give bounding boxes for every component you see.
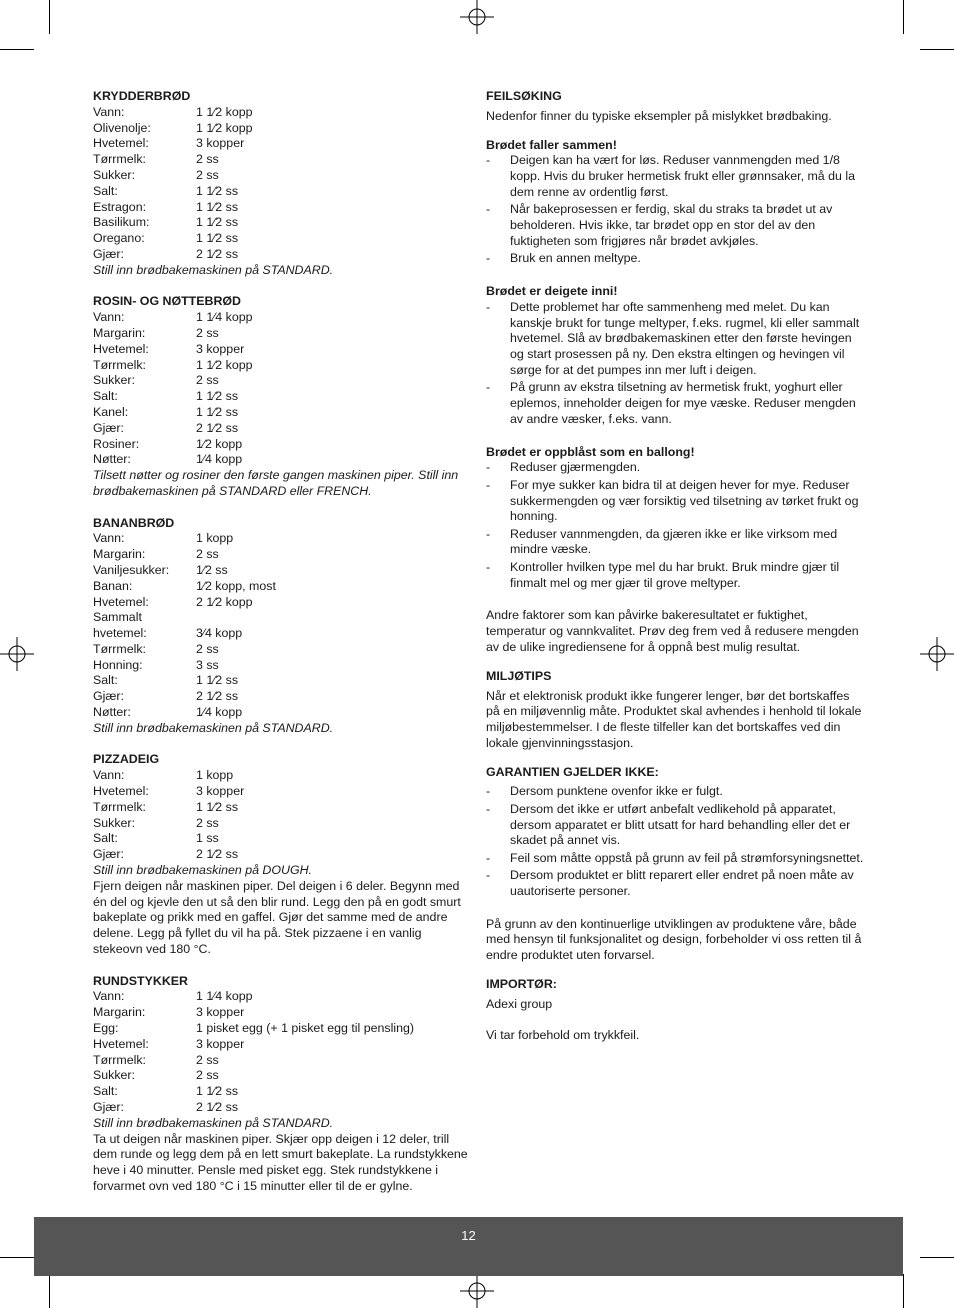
ingredient-name: Banan:: [93, 578, 133, 593]
bullet-dash: -: [486, 850, 491, 865]
bullet-item: [486, 460, 864, 476]
problem-block: [486, 445, 864, 592]
ingredient-amount: 1 1⁄2 ss: [196, 673, 239, 688]
ingredient-row: [93, 168, 471, 184]
ingredient-name: Sukker:: [93, 373, 136, 388]
ingredient-row: [93, 531, 471, 547]
ingredient-name: Margarin:: [93, 547, 146, 562]
ingredient-amount: 1 kopp: [196, 768, 234, 783]
ingredient-row: [93, 1084, 471, 1100]
ingredient-name: Salt:: [93, 673, 118, 688]
bullet-dash: -: [486, 784, 491, 799]
ingredient-name: Salt:: [93, 183, 118, 198]
page-number: 12: [461, 1228, 476, 1243]
ingredient-name: Olivenolje:: [93, 120, 151, 135]
ingredient-row: [93, 200, 471, 216]
ingredient-name: Vann:: [93, 768, 125, 783]
importer-heading: IMPORTØR:: [486, 976, 557, 991]
ingredient-name: Gjær:: [93, 420, 124, 435]
ingredient-amount: 1 1⁄2 ss: [196, 231, 239, 246]
bullet-text: Deigen kan ha vært for løs. Reduser vannmengden med 1/8 kopp. Hvis du bruker hermetisk frukt eller grønnsaker, må du la dem renne av ordentlig først.: [510, 153, 856, 199]
bullet-dash: -: [486, 526, 491, 541]
ingredient-amount: 1 1⁄2 ss: [196, 404, 239, 419]
bullet-text: Dersom produktet er blitt reparert eller endret på noen måte av uautoriserte personer.: [510, 867, 854, 898]
ingredient-row: [93, 184, 471, 200]
ingredient-row: [93, 152, 471, 168]
ingredient-name: Hvetemel:: [93, 1036, 149, 1051]
problem-block: [486, 284, 864, 428]
bullet-item: [486, 868, 864, 900]
ingredient-name: Honning:: [93, 657, 143, 672]
ingredient-name: Sammalt: [93, 610, 142, 625]
bullet-dash: -: [486, 299, 491, 314]
bullet-dash: -: [486, 202, 491, 217]
ingredient-row: [93, 816, 471, 832]
warranty-list: [486, 784, 864, 899]
ingredient-amount: 1 1⁄4 kopp: [196, 310, 253, 325]
ingredient-row: [93, 563, 471, 579]
bullet-item: [486, 527, 864, 559]
ingredient-name: Hvetemel:: [93, 594, 149, 609]
ingredient-name: Estragon:: [93, 199, 147, 214]
ingredient-amount: 1 1⁄2 ss: [196, 799, 239, 814]
ingredient-name: Rosiner:: [93, 436, 140, 451]
bullet-text: Bruk en annen meltype.: [510, 251, 641, 266]
bullet-dash: -: [486, 251, 491, 266]
ingredient-row: [93, 1053, 471, 1069]
environment-heading: MILJØTIPS: [486, 668, 552, 683]
bullet-dash: -: [486, 801, 491, 816]
bullet-item: [486, 851, 864, 867]
ingredient-row: [93, 642, 471, 658]
ingredient-amount: 2 ss: [196, 325, 219, 340]
ingredient-amount: 1⁄4 kopp: [196, 705, 243, 720]
ingredient-name: Vaniljesukker:: [93, 562, 170, 577]
bullet-text: For mye sukker kan bidra til at deigen hever for mye. Reduser sukkermengden og vær forsiktig ved tilsetning av tørket frukt og honning.: [510, 477, 859, 524]
ingredient-name: Tørrmelk:: [93, 641, 146, 656]
ingredient-name: Salt:: [93, 389, 118, 404]
problem-block: [486, 138, 864, 267]
ingredient-amount: 2 1⁄2 ss: [196, 1100, 239, 1114]
recipe-instructions: Ta ut deigen når maskinen piper. Skjær opp deigen i 12 deler, trill dem runde og legg dem på en lett smurt bakeplate. La rundstykkene heve i 40 minutter. Pensle med pisket egg. Stek rundstykkene i forvarmet ovn ved 180 °C i 15 minutter eller til de er gylne.: [93, 1131, 468, 1193]
ingredient-amount: 1⁄2 kopp: [196, 436, 243, 451]
bullet-item: [486, 802, 864, 849]
ingredient-name: Vann:: [93, 989, 125, 1004]
ingredient-amount: 1 1⁄2 ss: [196, 215, 239, 230]
ingredient-amount: 2 ss: [196, 373, 219, 388]
ingredient-name: Tørrmelk:: [93, 1052, 146, 1067]
ingredient-row: [93, 547, 471, 563]
ingredient-amount: 3 kopper: [196, 784, 245, 799]
ingredient-name: Tørrmelk:: [93, 357, 146, 372]
ingredient-name: Hvetemel:: [93, 341, 149, 356]
ingredient-row: [93, 310, 471, 326]
ingredient-row: [93, 215, 471, 231]
ingredient-name: hvetemel:: [93, 626, 147, 641]
registration-mark-left: [0, 637, 34, 671]
ingredient-row: [93, 452, 471, 468]
bullet-item: [486, 153, 864, 200]
ingredient-row: [93, 437, 471, 453]
recipe-title: ROSIN- OG NØTTEBRØD: [93, 294, 241, 309]
ingredient-amount: 1 ss: [196, 831, 219, 846]
other-factors-text: Andre faktorer som kan påvirke bakeresultatet er fuktighet, temperatur og vannkvalitet. Prøv deg frem ved å redusere mengden av de ulike ingrediensene for å oppnå best mulig resultat.: [486, 608, 859, 654]
ingredient-row: [93, 105, 471, 121]
ingredient-amount: 2 ss: [196, 1068, 219, 1083]
bullet-dash: -: [486, 380, 491, 395]
reservation-text: På grunn av den kontinuerlige utviklingen av produktene våre, både med hensyn til funksjonalitet og design, forbeholder vi oss retten til å endre produktet uten forvarsel.: [486, 916, 862, 963]
ingredient-row: [93, 326, 471, 342]
ingredient-name: Salt:: [93, 831, 118, 846]
ingredient-name: Egg:: [93, 1021, 119, 1036]
ingredient-row: [93, 342, 471, 358]
ingredient-amount: 2 ss: [196, 152, 219, 167]
ingredient-amount: 1 1⁄2 kopp: [196, 357, 253, 372]
ingredient-amount: 1 1⁄2 ss: [196, 199, 239, 214]
ingredient-name: Gjær:: [93, 1100, 124, 1114]
ingredient-amount: 1 kopp: [196, 531, 234, 546]
ingredient-row: [93, 768, 471, 784]
ingredient-name: Sukker:: [93, 815, 136, 830]
recipe-setting-note: Still inn brødbakemaskinen på DOUGH.: [93, 863, 312, 878]
ingredient-amount: 1 1⁄2 kopp: [196, 104, 253, 119]
problem-title: Brødet faller sammen!: [486, 137, 617, 152]
bullet-text: Reduser gjærmengden.: [510, 460, 641, 475]
ingredient-row: [93, 610, 471, 626]
recipe-section: [93, 974, 471, 1195]
recipe-section: [93, 89, 471, 279]
recipe-section: [93, 752, 471, 957]
ingredient-name: Hvetemel:: [93, 784, 149, 799]
ingredient-amount: 3 ss: [196, 657, 219, 672]
ingredient-amount: 1⁄2 ss: [196, 562, 228, 577]
ingredient-row: [93, 595, 471, 611]
ingredient-name: Vann:: [93, 104, 125, 119]
ingredient-name: Sukker:: [93, 167, 136, 182]
problem-title: Brødet er deigete inni!: [486, 283, 618, 298]
ingredient-row: [93, 689, 471, 705]
ingredient-row: [93, 784, 471, 800]
ingredient-amount: 3⁄4 kopp: [196, 626, 243, 641]
ingredient-name: Nøtter:: [93, 705, 131, 720]
ingredient-row: [93, 847, 471, 863]
ingredient-row: [93, 121, 471, 137]
registration-mark-top: [460, 0, 494, 34]
bullet-text: Feil som måtte oppstå på grunn av feil på strømforsyningsnettet.: [510, 850, 864, 865]
ingredient-row: [93, 358, 471, 374]
ingredient-row: [93, 800, 471, 816]
ingredient-amount: 2 ss: [196, 547, 219, 562]
ingredient-amount: 2 1⁄2 kopp: [196, 594, 253, 609]
ingredient-row: [93, 247, 471, 263]
recipe-title: PIZZADEIG: [93, 752, 160, 767]
ingredient-amount: 2 ss: [196, 815, 219, 830]
bullet-dash: -: [486, 559, 491, 574]
recipe-setting-note: Still inn brødbakemaskinen på STANDARD.: [93, 720, 334, 735]
ingredient-row: [93, 373, 471, 389]
ingredient-amount: 2 1⁄2 ss: [196, 847, 239, 862]
bullet-dash: -: [486, 460, 491, 475]
recipe-section: [93, 516, 471, 737]
ingredient-row: [93, 389, 471, 405]
bullet-text: Dersom punktene ovenfor ikke er fulgt.: [510, 784, 723, 799]
ingredient-row: [93, 1005, 471, 1021]
ingredient-row: [93, 405, 471, 421]
bullet-text: Når bakeprosessen er ferdig, skal du straks ta brødet ut av beholderen. Hvis ikke, tar brødet opp en stor del av den fuktigheten som frigjøres når brødet avkjøles.: [510, 202, 833, 248]
ingredient-row: [93, 626, 471, 642]
problem-list: [486, 138, 864, 592]
ingredient-row: [93, 579, 471, 595]
ingredient-amount: 2 ss: [196, 167, 219, 182]
importer-name: Adexi group: [486, 996, 553, 1011]
warranty-heading: GARANTIEN GJELDER IKKE:: [486, 764, 659, 779]
environment-text: Når et elektronisk produkt ikke fungerer lenger, bør det bortskaffes på en miljøvennlig måte. Produktet skal avhendes i henhold til lokale miljøbestemmelser. I de fleste tilfeller kan det bortskaffes ved din lokale gjenvinningsstasjon.: [486, 688, 862, 750]
bullet-dash: -: [486, 867, 491, 882]
ingredient-amount: 1⁄4 kopp: [196, 452, 243, 467]
footer-bar: [34, 1217, 903, 1276]
ingredient-name: Salt:: [93, 1084, 118, 1099]
ingredient-amount: 2 1⁄2 ss: [196, 420, 239, 435]
bullet-text: Kontroller hvilken type mel du har brukt. Bruk mindre gjær til finmalt mel og mer gjær til grove meltyper.: [510, 559, 840, 590]
ingredient-amount: 2 ss: [196, 1052, 219, 1067]
ingredient-name: Oregano:: [93, 231, 145, 246]
ingredient-name: Gjær:: [93, 689, 124, 704]
ingredient-amount: 1 1⁄2 kopp: [196, 120, 253, 135]
bullet-item: [486, 478, 864, 525]
ingredient-row: [93, 831, 471, 847]
recipe-setting-note: Still inn brødbakemaskinen på STANDARD.: [93, 262, 334, 277]
troubleshooting-column: [486, 89, 864, 1057]
bullet-dash: -: [486, 153, 491, 168]
ingredient-amount: 1 1⁄2 ss: [196, 389, 239, 404]
ingredient-amount: 1 pisket egg (+ 1 pisket egg til pensling): [196, 1021, 414, 1036]
ingredient-row: [93, 1037, 471, 1053]
bullet-text: Dersom det ikke er utført anbefalt vedlikehold på apparatet, dersom apparatet er blitt utsatt for hard behandling eller det er skadet på annet vis.: [510, 801, 851, 848]
ingredient-amount: 2 ss: [196, 641, 219, 656]
ingredient-row: [93, 231, 471, 247]
ingredient-amount: 1 1⁄2 ss: [196, 183, 239, 198]
ingredient-amount: 1 1⁄2 ss: [196, 1084, 239, 1099]
recipe-title: KRYDDERBRØD: [93, 89, 191, 103]
recipe-setting-note: Still inn brødbakemaskinen på STANDARD.: [93, 1115, 334, 1130]
ingredient-name: Nøtter:: [93, 452, 131, 467]
ingredient-name: Margarin:: [93, 1005, 146, 1020]
bullet-item: [486, 560, 864, 592]
recipe-title: RUNDSTYKKER: [93, 973, 188, 988]
ingredient-name: Tørrmelk:: [93, 152, 146, 167]
ingredient-name: Gjær:: [93, 847, 124, 862]
ingredient-name: Margarin:: [93, 325, 146, 340]
problem-title: Brødet er oppblåst som en ballong!: [486, 444, 695, 459]
ingredient-name: Basilikum:: [93, 215, 150, 230]
bullet-item: [486, 380, 864, 427]
recipe-section: [93, 294, 471, 499]
ingredient-row: [93, 1100, 471, 1116]
ingredient-amount: 2 1⁄2 ss: [196, 246, 239, 261]
ingredient-name: Kanel:: [93, 404, 129, 419]
ingredient-amount: 3 kopper: [196, 341, 245, 356]
ingredient-row: [93, 658, 471, 674]
bullet-item: [486, 202, 864, 249]
print-error-disclaimer: Vi tar forbehold om trykkfeil.: [486, 1028, 640, 1043]
ingredient-name: Sukker:: [93, 1068, 136, 1083]
ingredient-amount: 2 1⁄2 ss: [196, 689, 239, 704]
bullet-text: Reduser vannmengden, da gjæren ikke er like virksom med mindre væske.: [510, 526, 838, 557]
ingredient-amount: 3 kopper: [196, 1036, 245, 1051]
ingredient-name: Tørrmelk:: [93, 799, 146, 814]
ingredient-row: [93, 989, 471, 1005]
ingredient-row: [93, 705, 471, 721]
ingredient-row: [93, 1068, 471, 1084]
ingredient-row: [93, 421, 471, 437]
recipes-column: [93, 89, 471, 1211]
bullet-text: På grunn av ekstra tilsetning av hermetisk frukt, yoghurt eller eplemos, inneholder deigen for mye væske. Reduser mengden av andre væsker, f.eks. vann.: [510, 380, 856, 426]
troubleshooting-heading: FEILSØKING: [486, 89, 562, 103]
ingredient-row: [93, 1021, 471, 1037]
bullet-dash: -: [486, 477, 491, 492]
ingredient-name: Hvetemel:: [93, 136, 149, 151]
troubleshooting-intro: Nedenfor finner du typiske eksempler på mislykket brødbaking.: [486, 108, 832, 123]
bullet-item: [486, 251, 864, 267]
ingredient-amount: 3 kopper: [196, 136, 245, 151]
ingredient-amount: 1⁄2 kopp, most: [196, 578, 276, 593]
bullet-item: [486, 784, 864, 800]
ingredient-row: [93, 673, 471, 689]
ingredient-row: [93, 136, 471, 152]
ingredient-name: Vann:: [93, 531, 125, 546]
registration-mark-bottom: [460, 1274, 494, 1308]
registration-mark-right: [920, 637, 954, 671]
ingredient-name: Gjær:: [93, 246, 124, 261]
ingredient-amount: 1 1⁄4 kopp: [196, 989, 253, 1004]
bullet-item: [486, 300, 864, 379]
ingredient-amount: 3 kopper: [196, 1005, 245, 1020]
recipe-title: BANANBRØD: [93, 515, 175, 530]
recipe-setting-note: Tilsett nøtter og rosiner den første gangen maskinen piper. Still inn brødbakemaskinen på STANDARD eller FRENCH.: [93, 468, 459, 498]
bullet-text: Dette problemet har ofte sammenheng med melet. Du kan kanskje brukt for tunge meltyper, f.eks. rugmel, kli eller sammalt hvetemel. Slå av brødbakemaskinen etter den første hevingen og start prosessen på ny. Den ekstra eltingen og hevingen vil sørge for at det pumpes inn mer luft i deigen.: [510, 299, 860, 377]
recipe-instructions: Fjern deigen når maskinen piper. Del deigen i 6 deler. Begynn med én del og kjevle den ut så den blir rund. Legg den på en godt smurt bakeplate og prikk med en gaffel. Gjør det samme med de andre delene. Legg på fyllet du vil ha på. Stek pizzaene i en vanlig stekeovn ved 180 °C.: [93, 878, 461, 957]
ingredient-name: Vann:: [93, 310, 125, 325]
